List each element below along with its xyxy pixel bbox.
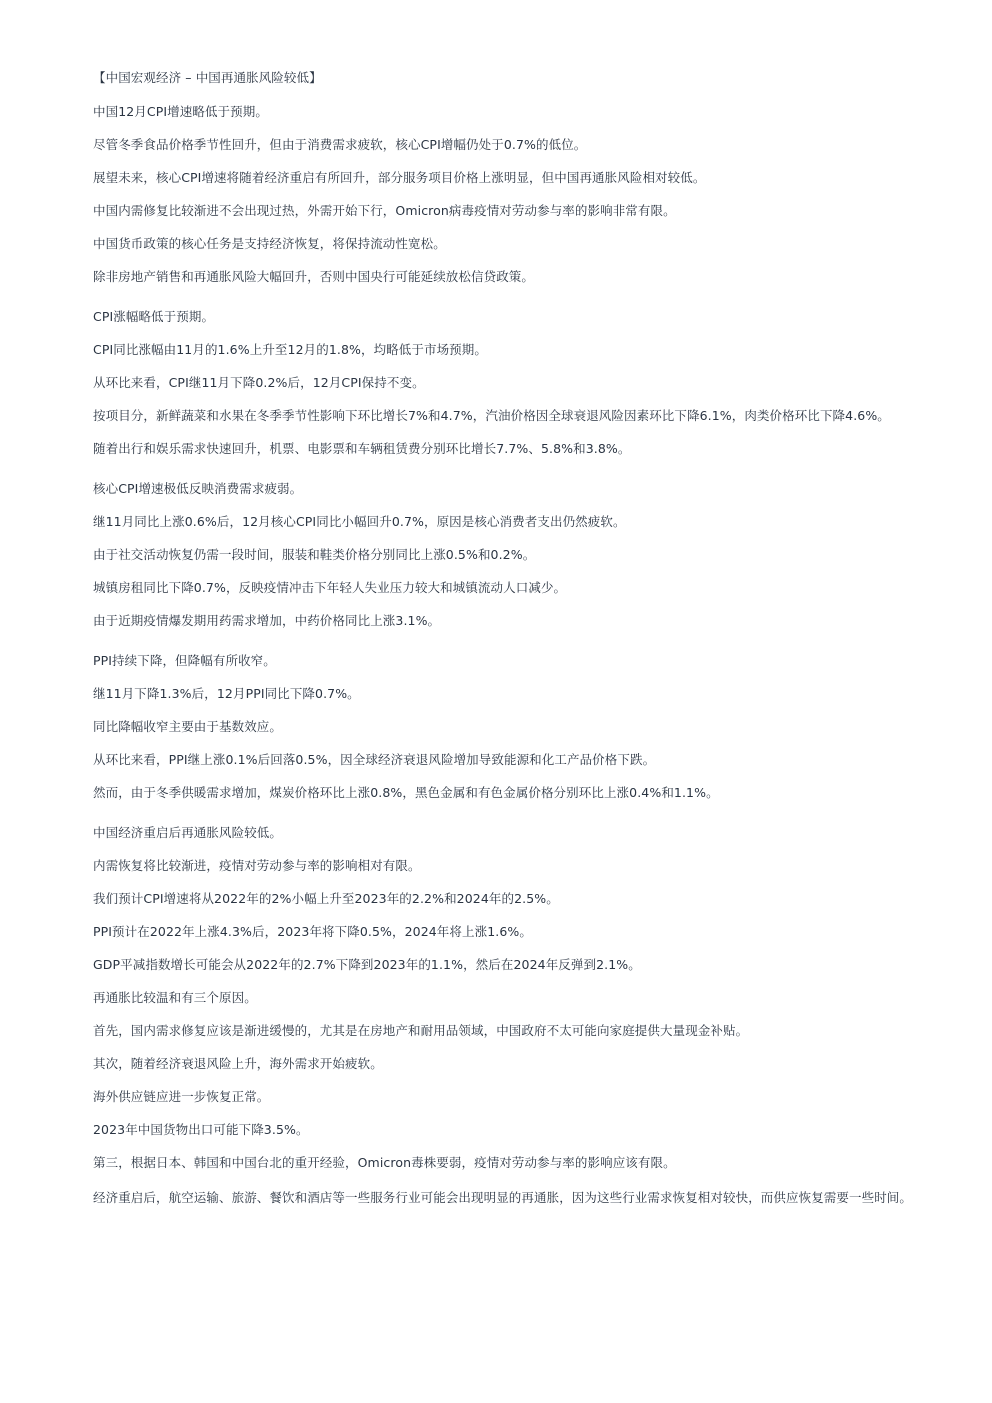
document-body bbox=[93, 104, 933, 1208]
paragraph: 同比降幅收窄主要由于基数效应。 bbox=[93, 719, 283, 734]
paragraph: 从环比来看，PPI继上涨0.1%后回落0.5%，因全球经济衰退风险增加导致能源和化工产品价格下跌。 bbox=[93, 752, 656, 767]
paragraph: 我们预计CPI增速将从2022年的2%小幅上升至2023年的2.2%和2024年的2.5%。 bbox=[93, 891, 559, 906]
paragraph: 由于近期疫情爆发期用药需求增加，中药价格同比上涨3.1%。 bbox=[93, 613, 441, 628]
paragraph: 从环比来看，CPI继11月下降0.2%后，12月CPI保持不变。 bbox=[93, 375, 425, 390]
section-heading: CPI涨幅略低于预期。 bbox=[93, 309, 215, 324]
document-title: 【中国宏观经济 – 中国再通胀风险较低】 bbox=[93, 70, 322, 85]
paragraph: 展望未来，核心CPI增速将随着经济重启有所回升，部分服务项目价格上涨明显，但中国再通胀风险相对较低。 bbox=[93, 170, 706, 185]
paragraph: 城镇房租同比下降0.7%，反映疫情冲击下年轻人失业压力较大和城镇流动人口减少。 bbox=[93, 580, 567, 595]
paragraph: 第三，根据日本、韩国和中国台北的重开经验，Omicron毒株要弱，疫情对劳动参与率的影响应该有限。 bbox=[93, 1155, 676, 1170]
section-4 bbox=[93, 653, 933, 801]
section-heading: 核心CPI增速极低反映消费需求疲弱。 bbox=[93, 481, 303, 496]
paragraph: 除非房地产销售和再通胀风险大幅回升，否则中国央行可能延续放松信贷政策。 bbox=[93, 269, 535, 284]
paragraph: 中国货币政策的核心任务是支持经济恢复，将保持流动性宽松。 bbox=[93, 236, 446, 251]
paragraph: PPI预计在2022年上涨4.3%后，2023年将下降0.5%，2024年将上涨1.6%。 bbox=[93, 924, 532, 939]
paragraph: 继11月同比上涨0.6%后，12月核心CPI同比小幅回升0.7%，原因是核心消费者支出仍然疲软。 bbox=[93, 514, 626, 529]
paragraph: 首先，国内需求修复应该是渐进缓慢的，尤其是在房地产和耐用品领域，中国政府不太可能向家庭提供大量现金补贴。 bbox=[93, 1023, 749, 1038]
section-heading: 中国12月CPI增速略低于预期。 bbox=[93, 104, 268, 119]
paragraph: CPI同比涨幅由11月的1.6%上升至12月的1.8%，均略低于市场预期。 bbox=[93, 342, 487, 357]
paragraph: GDP平减指数增长可能会从2022年的2.7%下降到2023年的1.1%，然后在2024年反弹到2.1%。 bbox=[93, 957, 641, 972]
paragraph: 经济重启后，航空运输、旅游、餐饮和酒店等一些服务行业可能会出现明显的再通胀，因为这些行业需求恢复相对较快，而供应恢复需要一些时间。 bbox=[93, 1190, 913, 1205]
section-2 bbox=[93, 309, 933, 457]
paragraph: 由于社交活动恢复仍需一段时间，服装和鞋类价格分别同比上涨0.5%和0.2%。 bbox=[93, 547, 536, 562]
section-heading: 中国经济重启后再通胀风险较低。 bbox=[93, 825, 283, 840]
section-heading: PPI持续下降，但降幅有所收窄。 bbox=[93, 653, 276, 668]
paragraph: 海外供应链应进一步恢复正常。 bbox=[93, 1089, 270, 1104]
paragraph: 然而，由于冬季供暖需求增加，煤炭价格环比上涨0.8%，黑色金属和有色金属价格分别环比上涨0.4%和1.1%。 bbox=[93, 785, 719, 800]
paragraph: 尽管冬季食品价格季节性回升，但由于消费需求疲软，核心CPI增幅仍处于0.7%的低位。 bbox=[93, 137, 587, 152]
paragraph: 其次，随着经济衰退风险上升，海外需求开始疲软。 bbox=[93, 1056, 383, 1071]
paragraph: 随着出行和娱乐需求快速回升，机票、电影票和车辆租赁费分别环比增长7.7%、5.8%和3.8%。 bbox=[93, 441, 631, 456]
paragraph: 2023年中国货物出口可能下降3.5%。 bbox=[93, 1122, 309, 1137]
section-1 bbox=[93, 104, 933, 285]
document-page bbox=[93, 70, 933, 1225]
paragraph: 再通胀比较温和有三个原因。 bbox=[93, 990, 257, 1005]
paragraph: 继11月下降1.3%后，12月PPI同比下降0.7%。 bbox=[93, 686, 360, 701]
paragraph: 内需恢复将比较渐进，疫情对劳动参与率的影响相对有限。 bbox=[93, 858, 421, 873]
paragraph: 中国内需修复比较渐进不会出现过热，外需开始下行，Omicron病毒疫情对劳动参与率的影响非常有限。 bbox=[93, 203, 676, 218]
paragraph: 按项目分，新鲜蔬菜和水果在冬季季节性影响下环比增长7%和4.7%，汽油价格因全球衰退风险因素环比下降6.1%，肉类价格环比下降4.6%。 bbox=[93, 408, 890, 423]
section-5 bbox=[93, 825, 933, 1208]
section-3 bbox=[93, 481, 933, 629]
